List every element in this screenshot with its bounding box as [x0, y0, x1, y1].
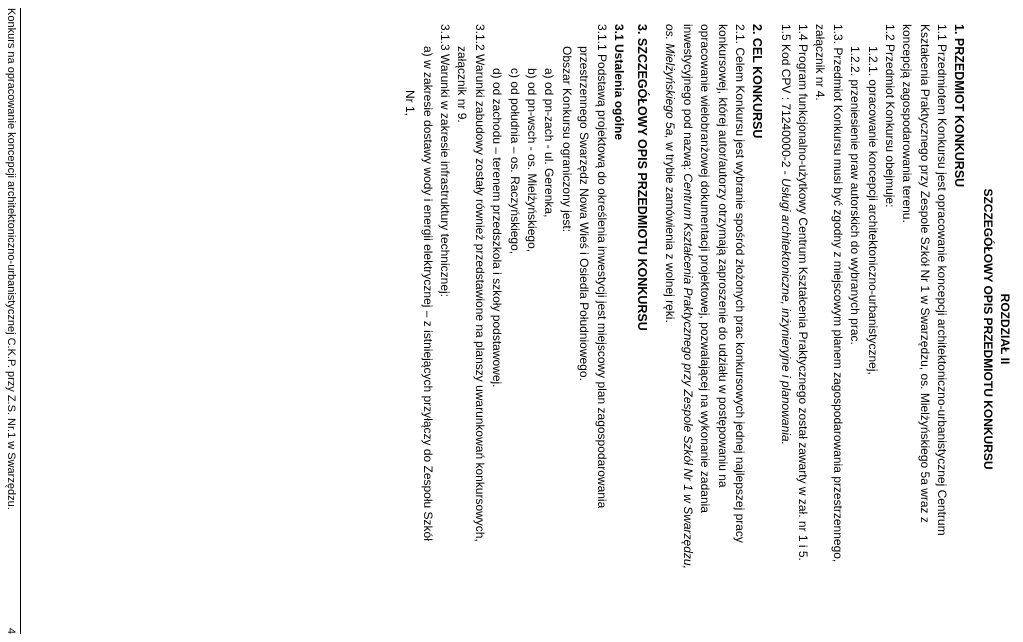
para-3-1-1-line-2: przestrzennego Swarzędz Nowa Wieś i Osiedla Południowego.: [577, 46, 592, 381]
boundary-item-a: a) od pn-zach - ul. Gerenka,: [542, 68, 557, 218]
boundary-item-b: b) od pn-wsch - os. Mielżyńskiego,: [525, 68, 540, 253]
cpv-description: Usługi architektoniczne, inżynieryjne i planowania.: [778, 178, 793, 445]
para-2-1-line-1: 2.1. Celem Konkursu jest wybranie spośród złożonych prac konkursowych jednej najlepszej pracy: [733, 24, 748, 543]
para-3-1-1-line-1: 3.1.1 Podstawą projektową do określenia inwestycji jest miejscowy plan zagospodarowania: [594, 24, 609, 509]
section-2-heading: 2. CEL KONKURSU: [750, 24, 765, 139]
para-1-3-line-1: 1.3. Przedmiot Konkursu musi być zgodny z miejscowym planem zagospodarowania przestrzennego,: [830, 24, 845, 563]
chapter-label: ROZDZIAŁ II: [998, 293, 1012, 365]
para-1-4: 1.4 Program funkcjonalno-użytkowy Centrum Kształcenia Praktycznego został zawarty w zał. nr 1 i 5.: [795, 24, 810, 561]
para-1-3-line-2: załącznik nr 4.: [813, 24, 828, 101]
page-number: 4: [4, 627, 17, 634]
para-1-5: [776, 24, 793, 634]
area-boundary-intro: Obszar Konkursu ograniczony jest:: [559, 46, 574, 233]
investment-address: os. Mielżyńskiego 5a,: [663, 24, 678, 139]
para-2-1-line-3: opracowanie wielobranżowej dokumentacji projektowej, pozwalającej na wykonanie zadania: [698, 24, 713, 513]
para-2-1-line-5: [661, 24, 678, 634]
para-1-1-line-1: 1.1 Przedmiotem Konkursu jest opracowanie koncepcji architektoniczno-urbanistycznej Centrum: [935, 24, 950, 536]
cpv-code: 1.5 Kod CPV : 71240000-2 -: [778, 24, 793, 179]
boundary-item-c: c) od południa – os. Raczyńskiego,: [507, 68, 522, 255]
infra-item-a-line-2: Nr 1,: [403, 90, 418, 117]
section-1-heading: 1. PRZEDMIOT KONKURSU: [952, 24, 967, 188]
para-3-1-3: 3.1.3 Warunki w zakresie infrastruktury technicznej:: [438, 24, 453, 297]
document-title: SZCZEGÓŁOWY OPIS PRZEDMIOTU KONKURSU: [980, 188, 995, 470]
para-2-1-line-4: [679, 24, 696, 634]
subsection-3-1-heading: 3.1 Ustalenia ogólne: [611, 24, 626, 141]
para-1-2-1: 1.2.1. opracowanie koncepcji architektoniczno-urbanistycznej,: [865, 46, 880, 375]
document-body: [401, 24, 1013, 634]
investment-name: Centrum Kształcenia Praktycznego przy Zespole Szkół Nr 1 w Swarzędzu,: [680, 173, 695, 569]
infra-item-a-line-1: a) w zakresie dostawy wody i energii elektrycznej – z istniejących przyłączy do Zespołu Szkół: [420, 46, 435, 541]
para-2-1-line-4-text: inwestycyjnego pod nazwą:: [680, 24, 695, 174]
para-1-2: 1.2 Przedmiot Konkursu obejmuje:: [882, 24, 897, 208]
para-1-1-line-2: Kształcenia Praktycznego przy Zespole Szkół Nr 1 w Swarzędzu, os. Mielżyńskiego 5a wraz z: [917, 24, 932, 523]
boundary-item-d: d) od zachodu – terenem przedszkola i szkoły podstawowej.: [490, 68, 505, 388]
para-2-1-line-2: konkursowej, której autor/autorzy otrzymają zaproszenie do udziału w postępowaniu na: [715, 24, 730, 488]
section-3-heading: 3. SZCZEGÓŁOWY OPIS PRZEDMIOTU KONKURSU: [635, 24, 650, 331]
page-footer: [2, 8, 21, 634]
para-3-1-2-line-2: załącznik nr 9.: [455, 46, 470, 123]
para-2-1-line-5-text: w trybie zamówienia z wolnej ręki.: [663, 138, 678, 323]
para-1-2-2: 1.2.2. przeniesienie praw autorskich do wybranych prac.: [848, 46, 863, 345]
para-1-1-line-3: koncepcją zagospodarowania terenu.: [900, 24, 915, 223]
para-3-1-2-line-1: 3.1.2 Warunki zabudowy zostały również przedstawione na planszy uwarunkowań konkursowych,: [472, 24, 487, 542]
footer-text: Konkurs na opracowanie koncepcji architektoniczno-urbanistycznej C.K.P. przy Z.S. Nr.1 w Swarzędzu.: [4, 8, 17, 510]
